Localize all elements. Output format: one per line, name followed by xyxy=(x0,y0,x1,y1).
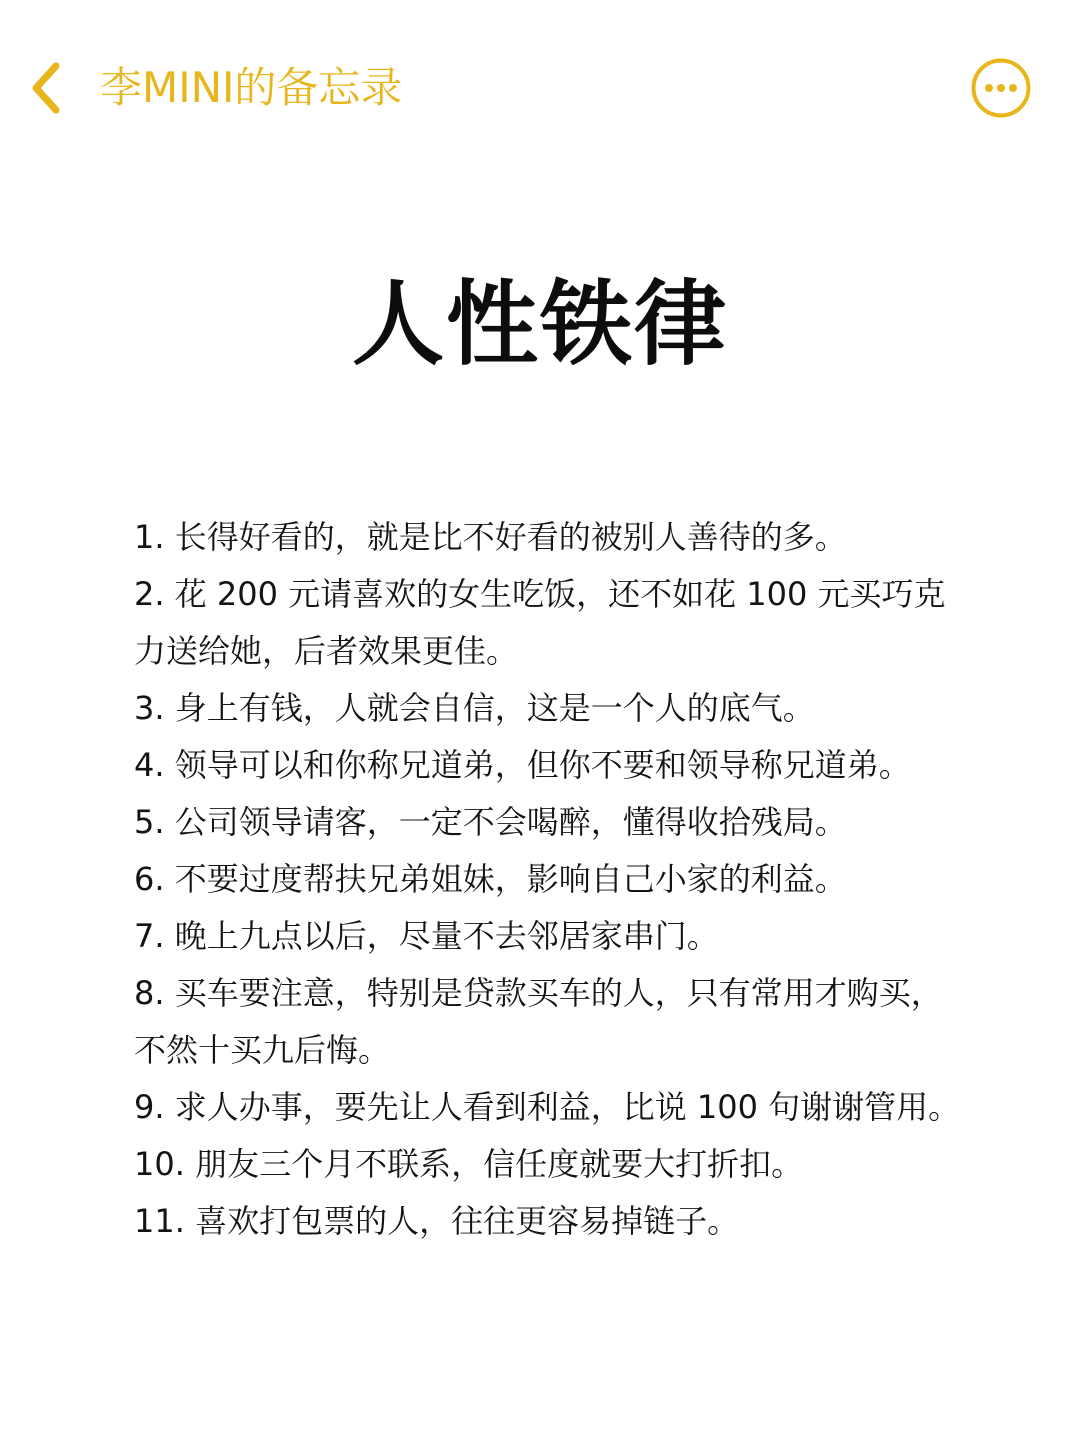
note-line: 6. 不要过度帮扶兄弟姐妹，影响自己小家的利益。 xyxy=(134,860,847,898)
note-body[interactable] xyxy=(134,509,964,1250)
note-line: 力送给她，后者效果更佳。 xyxy=(134,632,519,670)
chevron-left-icon xyxy=(26,60,66,116)
note-line: 2. 花 200 元请喜欢的女生吃饭，还不如花 100 元买巧克 xyxy=(134,575,946,613)
note-line: 4. 领导可以和你称兄道弟，但你不要和领导称兄道弟。 xyxy=(134,746,911,784)
note-line: 11. 喜欢打包票的人，往往更容易掉链子。 xyxy=(134,1202,740,1240)
note-line: 8. 买车要注意，特别是贷款买车的人，只有常用才购买， xyxy=(134,974,943,1012)
more-options-button[interactable] xyxy=(970,57,1032,119)
note-line: 5. 公司领导请客，一定不会喝醉，懂得收拾残局。 xyxy=(134,803,847,841)
navigation-bar xyxy=(0,0,1080,170)
note-line: 1. 长得好看的，就是比不好看的被别人善待的多。 xyxy=(134,518,847,556)
ellipsis-circle-icon xyxy=(970,57,1032,119)
note-line: 不然十买九后悔。 xyxy=(134,1031,391,1069)
note-title: 人性铁律 xyxy=(351,271,728,378)
note-line: 3. 身上有钱，人就会自信，这是一个人的底气。 xyxy=(134,689,815,727)
notes-folder-title[interactable]: 李MINI的备忘录 xyxy=(100,63,403,112)
note-line: 10. 朋友三个月不联系，信任度就要大打折扣。 xyxy=(134,1145,804,1183)
back-button[interactable] xyxy=(18,58,74,118)
note-line: 7. 晚上九点以后，尽量不去邻居家串门。 xyxy=(134,917,719,955)
note-line: 9. 求人办事，要先让人看到利益，比说 100 句谢谢管用。 xyxy=(134,1088,961,1126)
